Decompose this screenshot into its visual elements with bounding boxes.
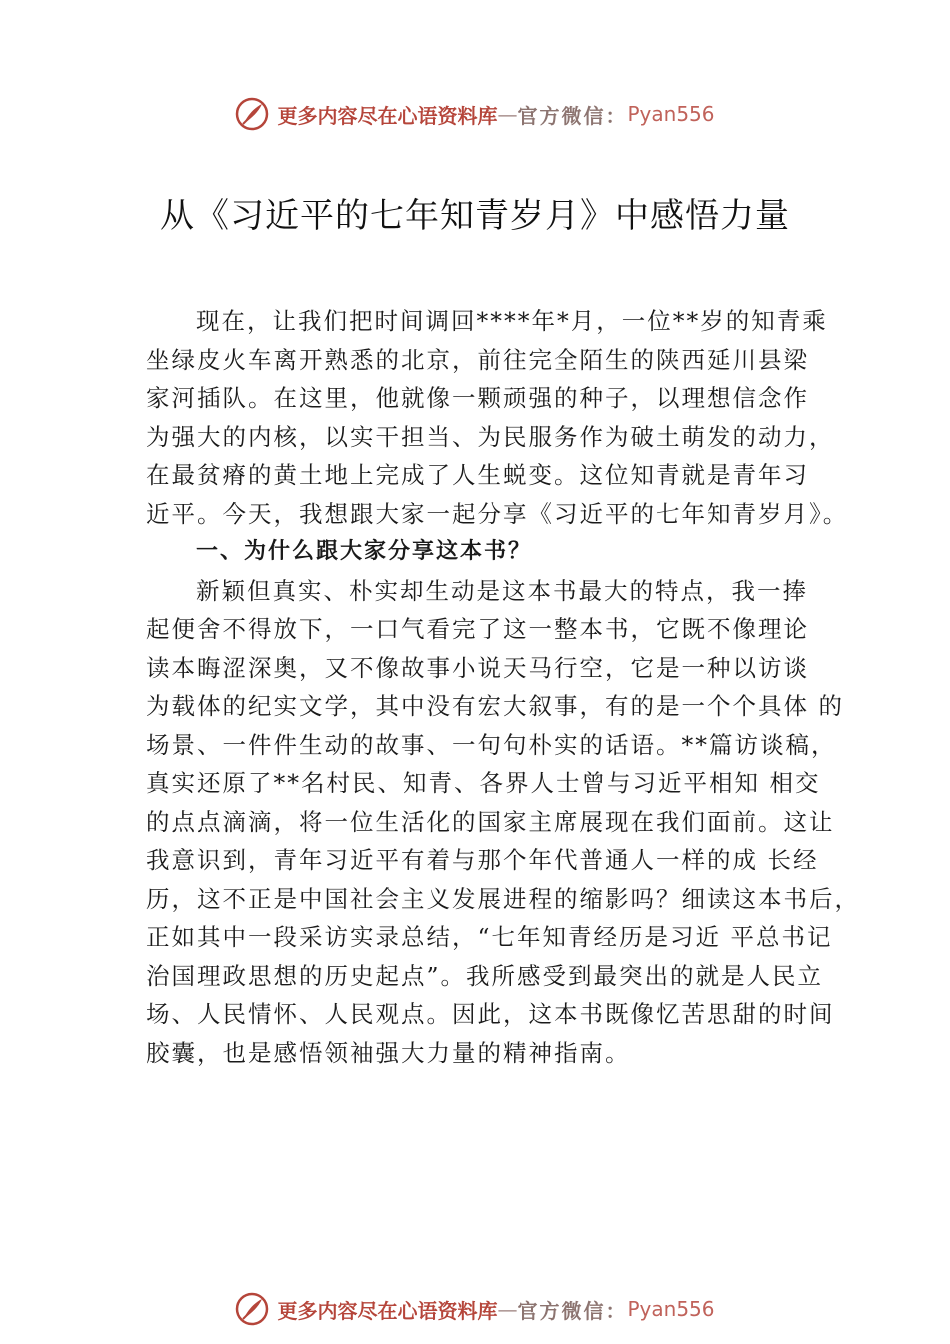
watermark-contact-id: Pyan556: [627, 102, 715, 126]
footer-watermark-banner: [0, 1287, 950, 1331]
section-heading: 一、为什么跟大家分享这本书？: [196, 539, 533, 564]
watermark-brand-text: 更多内容尽在心语资料库: [277, 1298, 498, 1323]
section-line: 场景、一件件生动的故事、一句句朴实的话语。**篇访谈稿，: [146, 730, 837, 759]
watermark-contact-label: 官方微信：: [517, 1298, 628, 1323]
quill-logo-icon: [235, 97, 269, 131]
section-line: 读本晦涩深奥，又不像故事小说天马行空，它是一种以访谈: [146, 653, 809, 682]
intro-line: 在最贫瘠的黄土地上完成了人生蜕变。这位知青就是青年习: [146, 461, 809, 489]
document-title: 从《习近平的七年知青岁月》中感悟力量: [160, 196, 790, 236]
section-line: 治国理政思想的历史起点”。我所感受到最突出的就是人民立: [146, 961, 824, 990]
intro-line: 家河插队。在这里，他就像一颗顽强的种子，以理想信念作: [146, 384, 809, 412]
section-line: 正如其中一段采访实录总结，“七年知青经历是习近 平总书记: [146, 923, 833, 951]
header-watermark-banner: [0, 92, 950, 136]
section-line: 胶囊，也是感悟领袖强大力量的精神指南。: [146, 1038, 631, 1067]
section-line: 新颖但真实、朴实却生动是这本书最大的特点，我一捧: [196, 576, 808, 605]
watermark-contact-id: Pyan556: [627, 1297, 715, 1321]
section-line: 历，这不正是中国社会主义发展进程的缩影吗？细读这本书后，: [146, 884, 860, 913]
intro-line: 现在，让我们把时间调回****年*月，一位**岁的知青乘: [196, 307, 828, 335]
watermark-contact-label: 官方微信：: [517, 103, 628, 128]
section-line: 为载体的纪实文学，其中没有宏大叙事，有的是一个个具体 的: [146, 692, 844, 720]
section-line: 场、人民情怀、人民观点。因此，这本书既像忆苦思甜的时间: [146, 1000, 835, 1028]
document-body: [146, 302, 860, 1072]
section-line: 我意识到，青年习近平有着与那个年代普通人一样的成 长经: [146, 846, 819, 874]
watermark-brand-text: 更多内容尽在心语资料库: [277, 103, 498, 128]
watermark-separator: —: [497, 1297, 518, 1321]
section-line: 真实还原了**名村民、知青、各界人士曾与习近平相知 相交: [146, 769, 821, 797]
section-line: 起便舍不得放下，一口气看完了这一整本书，它既不像理论: [146, 615, 809, 643]
section-line: 的点点滴滴，将一位生活化的国家主席展现在我们面前。这让: [146, 807, 835, 836]
intro-line: 近平。今天，我想跟大家一起分享《习近平的七年知青岁月》。: [146, 499, 849, 528]
intro-line: 坐绿皮火车离开熟悉的北京，前往完全陌生的陕西延川县梁: [146, 345, 809, 374]
quill-logo-icon: [235, 1292, 269, 1326]
intro-line: 为强大的内核，以实干担当、为民服务作为破土萌发的动力，: [146, 422, 835, 451]
watermark-separator: —: [497, 102, 518, 126]
